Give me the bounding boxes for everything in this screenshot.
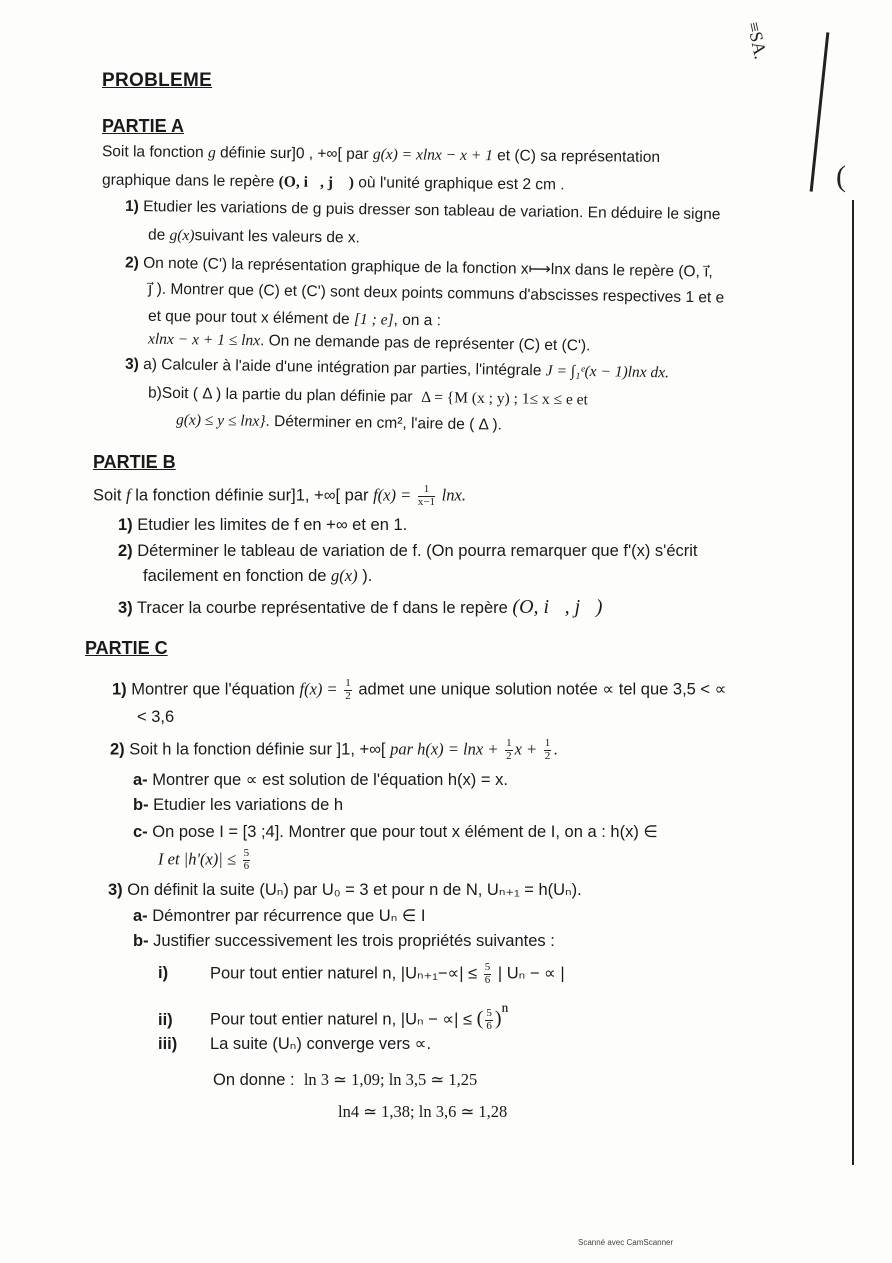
part-c-q3b: b- Justifier successivement les trois propriétés suivantes : [133, 932, 555, 950]
fraction: $\frac{1}{x-1}$ [417, 483, 436, 508]
part-a-q2-line3: et que pour tout x élément de [1 ; e], on a : [147, 307, 442, 330]
corner-scribble: ≡SA. [743, 19, 772, 61]
part-c-q2c-line1: c- On pose I = [3 ;4]. Montrer que pour tout x élément de I, on a : h(x) ∈ [133, 823, 658, 841]
fraction: $\frac{1}{2}$ [345, 677, 351, 702]
part-c-prop-ii: ii) Pour tout entier naturel n, |Uₙ − ∝| ≤ ( $\frac{5}{6}$ )ⁿ [158, 998, 509, 1032]
part-a-q2-line2: j⃗ ). Montrer que (C) et (C') sont deux points communs d'abscisses respectives 1 et e [147, 280, 725, 307]
part-c-q2b: b- Etudier les variations de h [133, 796, 344, 814]
part-c-q1-line1: 1) Montrer que l'équation f(x) = $\frac{1}{2}$ admet une unique solution notée ∝ tel que 3,5 < ∝ [112, 677, 727, 702]
part-c-q2c-line2: I et |h'(x)| ≤ $\frac{5}{6}$ [158, 847, 250, 872]
part-b-q3: 3) Tracer la courbe représentative de f dans le repère (O, i⃗, j⃗) [118, 596, 603, 618]
part-a-q1-line2: de g(x)suivant les valeurs de x. [147, 226, 361, 247]
part-c-q1-line2: < 3,6 [137, 708, 175, 726]
part-b-intro: Soit f la fonction définie sur]1, +∞[ par f(x) = $\frac{1}{x-1}$ lnx. [93, 483, 466, 508]
part-c-q3-line1: 3) On définit la suite (Uₙ) par U₀ = 3 et pour n de N, Uₙ₊₁ = h(Uₙ). [108, 881, 582, 899]
part-c-q2-line1: 2) Soit h la fonction définie sur ]1, +∞[ par h(x) = lnx + $\frac{1}{2}$ x + $\frac{1}{2}$ . [110, 737, 558, 762]
fraction: $\frac{5}{6}$ [243, 847, 250, 872]
part-c-prop-iii: iii) La suite (Uₙ) converge vers ∝. [158, 1035, 432, 1053]
part-c-q2a: a- Montrer que ∝ est solution de l'équation h(x) = x. [133, 771, 508, 789]
fraction: $\frac{1}{2}$ [506, 737, 512, 762]
part-b-q2-line1: 2) Déterminer le tableau de variation de f. (On pourra remarquer que f'(x) s'écrit [118, 542, 698, 560]
page-title: PROBLEME [102, 70, 213, 91]
part-a-intro-line1: Soit la fonction g définie sur]0 , +∞[ par g(x) = xlnx − x + 1 et (C) sa représentation [101, 143, 661, 166]
right-edge-line [852, 200, 854, 1165]
part-c-heading: PARTIE C [85, 638, 168, 658]
part-b-q1: 1) Etudier les limites de f en +∞ et en 1. [118, 516, 408, 534]
scanner-watermark: Scanné avec CamScanner [578, 1238, 674, 1247]
part-a-q2-line1: 2) On note (C') la représentation graphique de la fonction x⟼lnx dans le repère (O, i⃗, [124, 254, 713, 281]
part-a-q2-line4: xlnx − x + 1 ≤ lnx. On ne demande pas de représenter (C) et (C'). [147, 330, 591, 355]
fraction: $\frac{5}{6}$ [484, 961, 491, 986]
part-a-heading: PARTIE A [102, 116, 185, 136]
part-a-intro-line2: graphique dans le repère (O, i⃗, j⃗ ) où l'unité graphique est 2 cm . [101, 171, 565, 194]
part-b-heading: PARTIE B [93, 452, 176, 472]
part-a-q3b-line1: b)Soit ( Δ ) la partie du plan définie par Δ = {M (x ; y) ; 1≤ x ≤ e et [147, 384, 588, 409]
part-a-q3a-line: 3) a) Calculer à l'aide d'une intégration par parties, l'intégrale J = ∫₁ᵉ(x − 1)lnx dx. [124, 355, 670, 382]
part-a-q1-line1: 1) Etudier les variations de g puis dresser son tableau de variation. En déduire le signe [124, 197, 721, 224]
margin-line [810, 32, 830, 191]
bracket-mark: ( [836, 160, 846, 193]
given-values-line2: ln4 ≃ 1,38; ln 3,6 ≃ 1,28 [338, 1102, 508, 1121]
fraction: $\frac{5}{6}$ [486, 1007, 492, 1032]
part-b-q2-line2: facilement en fonction de g(x) ). [143, 566, 373, 585]
part-c-q3a: a- Démontrer par récurrence que Uₙ ∈ I [133, 907, 426, 925]
fraction: $\frac{1}{2}$ [544, 737, 551, 762]
given-values-line1: On donne : ln 3 ≃ 1,09; ln 3,5 ≃ 1,25 [213, 1070, 478, 1089]
part-a-q3b-line2: g(x) ≤ y ≤ lnx}. Déterminer en cm², l'aire de ( Δ ). [175, 411, 503, 434]
part-c-prop-i: i) Pour tout entier naturel n, |Uₙ₊₁−∝| ≤ $\frac{5}{6}$ | Uₙ − ∝ | [158, 961, 565, 986]
